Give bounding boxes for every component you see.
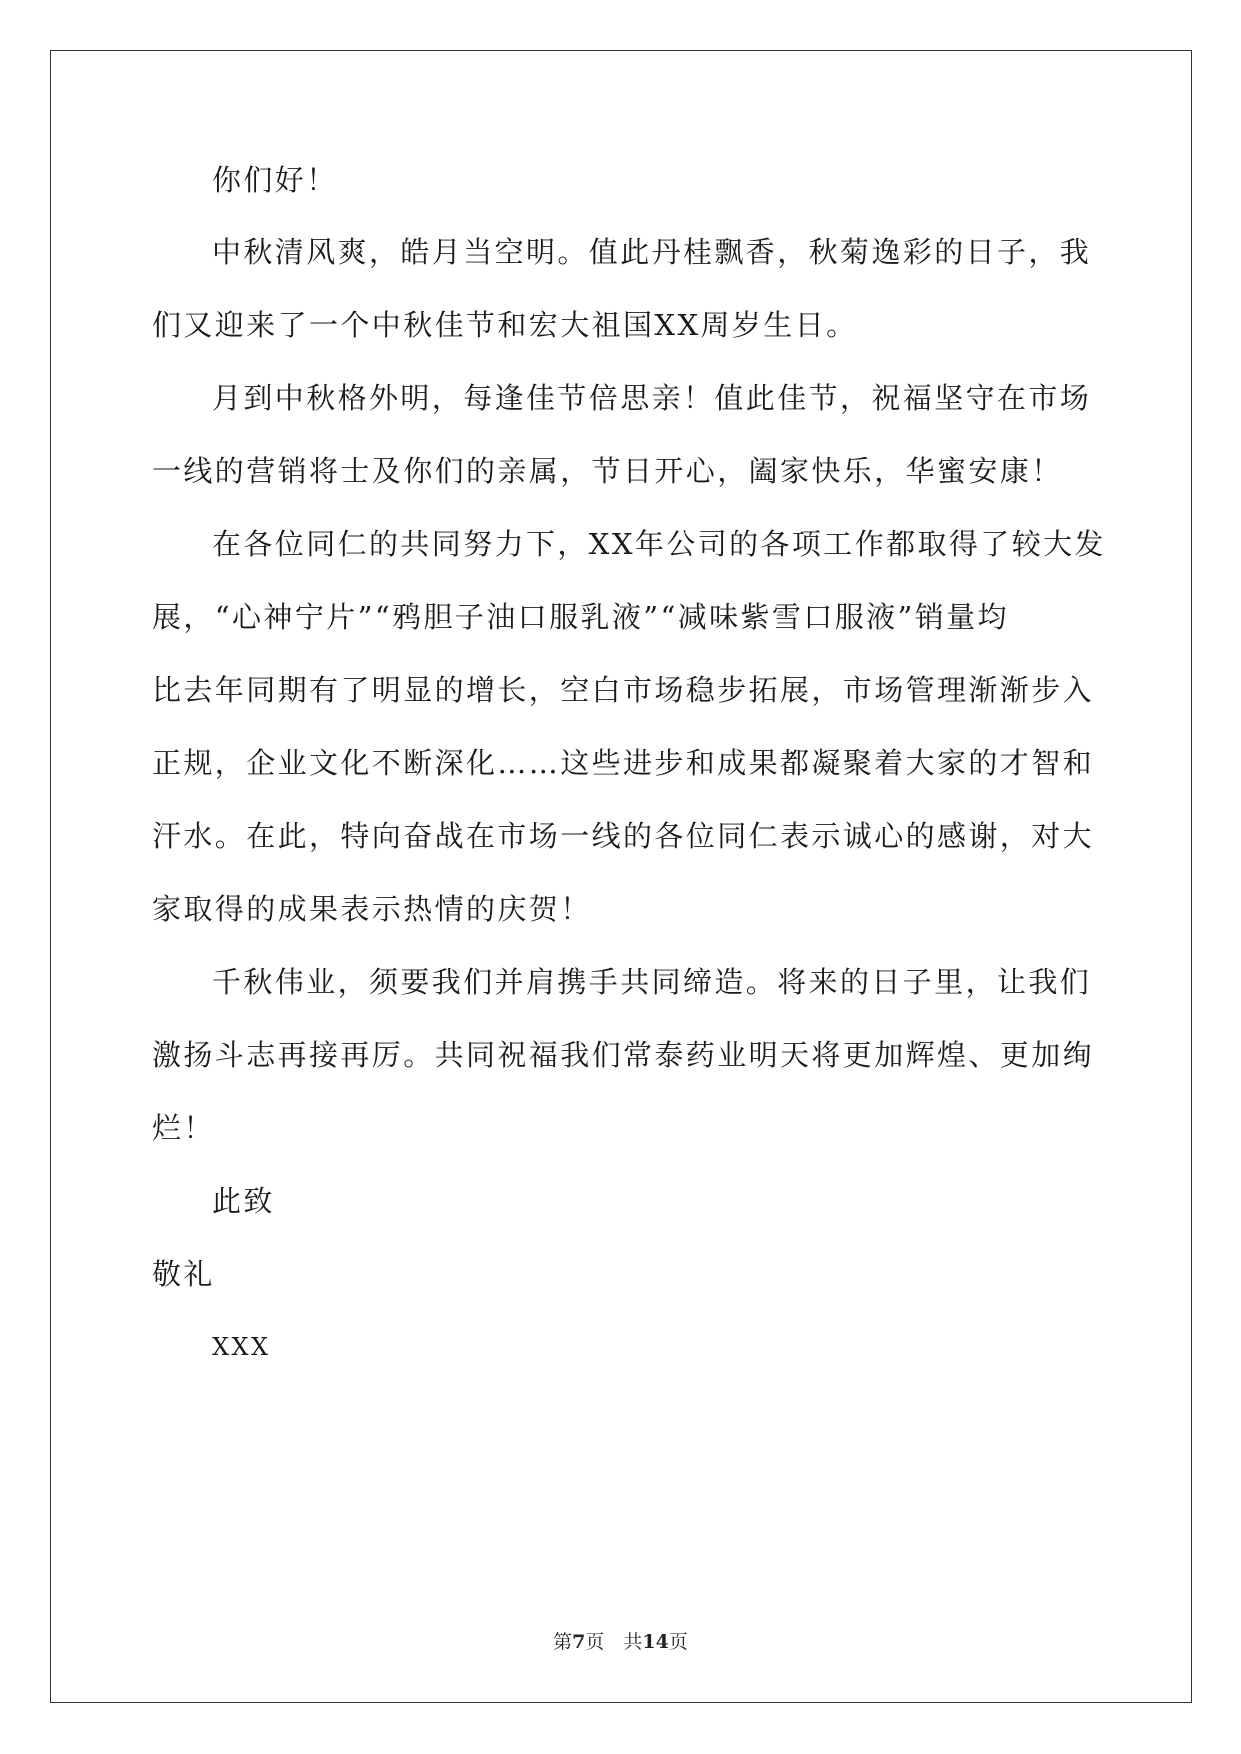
paragraph-2-line-1: 月到中秋格外明，每逢佳节倍思亲！值此佳节，祝福坚守在市场 <box>212 381 1092 415</box>
paragraph-1-line-2: 们又迎来了一个中秋佳节和宏大祖国XX周岁生日。 <box>152 308 858 342</box>
closing-regards: 敬礼 <box>152 1257 215 1291</box>
paragraph-3-line-5: 汗水。在此，特向奋战在市场一线的各位同仁表示诚心的感谢，对大 <box>152 819 1095 853</box>
footer-prefix: 第 <box>553 1631 573 1653</box>
footer-page-number: 7 <box>572 1631 586 1653</box>
footer-suffix: 页 <box>668 1631 688 1653</box>
signature: XXX <box>212 1333 271 1361</box>
paragraph-3-line-2: 展，“心神宁片”“鸦胆子油口服乳液”“减味紫雪口服液”销量均 <box>152 600 1009 634</box>
footer-mid: 页 共 <box>585 1631 643 1653</box>
paragraph-4-line-2: 激扬斗志再接再厉。共同祝福我们常泰药业明天将更加辉煌、更加绚 <box>152 1038 1095 1072</box>
page-footer <box>0 1627 1241 1654</box>
page-border <box>50 50 1192 1703</box>
greeting-line: 你们好！ <box>212 163 338 197</box>
footer-total-pages: 14 <box>642 1631 669 1653</box>
paragraph-4-line-3: 烂！ <box>152 1111 215 1145</box>
closing-salutation: 此致 <box>212 1184 275 1218</box>
paragraph-3-line-1: 在各位同仁的共同努力下，XX年公司的各项工作都取得了较大发 <box>212 527 1106 561</box>
paragraph-3-line-3: 比去年同期有了明显的增长，空白市场稳步拓展，市场管理渐渐步入 <box>152 673 1095 707</box>
paragraph-2-line-2: 一线的营销将士及你们的亲属，节日开心，阖家快乐，华蜜安康！ <box>152 454 1063 488</box>
paragraph-4-line-1: 千秋伟业，须要我们并肩携手共同缔造。将来的日子里，让我们 <box>212 965 1092 999</box>
paragraph-1-line-1: 中秋清风爽，皓月当空明。值此丹桂飘香，秋菊逸彩的日子，我 <box>212 235 1092 269</box>
paragraph-3-line-4: 正规，企业文化不断深化……这些进步和成果都凝聚着大家的才智和 <box>152 746 1095 780</box>
paragraph-3-line-6: 家取得的成果表示热情的庆贺！ <box>152 892 592 926</box>
